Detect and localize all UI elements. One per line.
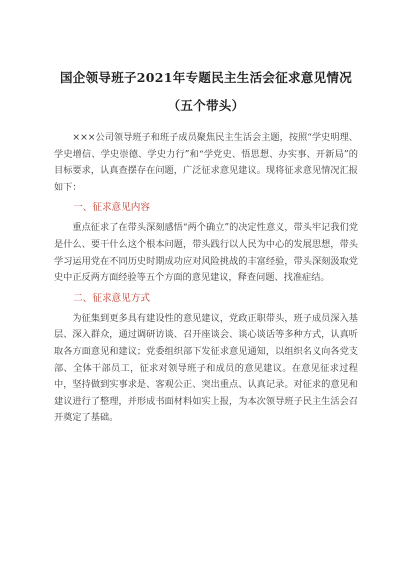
section-heading-content: 一、征求意见内容 — [73, 202, 150, 214]
section-body-content: 重点征求了在带头深刻感悟“两个确立”的决定性意义，带头牢记我们党是什么、要干什么这个根本问题，带头践行以人民为中心的发展思想，带头学习运用党在不同历史时期成功应对风险挑战的丰富经验，带头深刻汲取党史中正反两方面经验等五个方面的意见建议，释查问题、找准症结。 — [54, 222, 358, 284]
section-heading-method: 二、征求意见方式 — [73, 292, 150, 304]
document-title: 国企领导班子2021年专题民主生活会征求意见情况（五个带头） — [60, 70, 352, 113]
section-body-method: 为征集到更多具有建设性的意见建议，党政正职带头，班子成员深入基层、深入群众，通过调研访谈、召开座谈会、谈心谈话等多种方式，认真听取各方面意见和建议；党委组织部下发征求意见通知，以组织名义向各党支部、全体干部员工，征求对领导班子和成员的意见建议。在意见征求过程中，坚持做到实事求是、客观公正、突出重点、认真记录。对征求的意见和建议进行了整理，并形成书面材料如实上报，为本次领导班子民主生活会召开奠定了基础。 — [54, 312, 358, 424]
intro-paragraph: ×××公司领导班子和班子成员聚焦民主生活会主题，按照“学史明理、学史增信、学史崇德、学史力行”和“学党史、悟思想、办实事、开新局”的目标要求，认真查摆存在问题，广泛征求意见建议。现将征求意见情况汇报如下： — [54, 132, 358, 193]
